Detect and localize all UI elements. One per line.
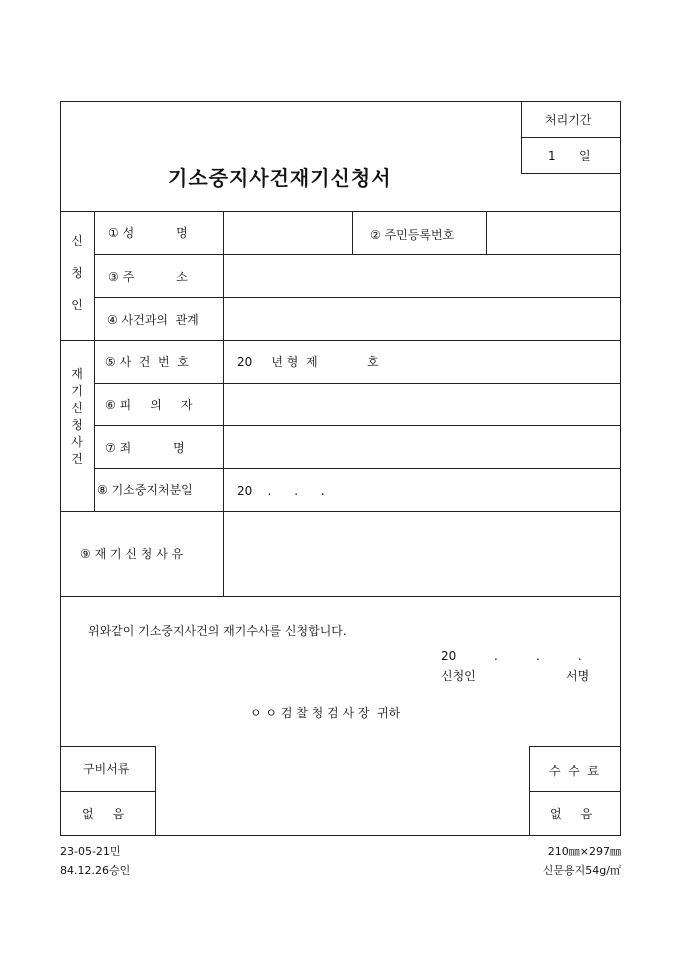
name-field[interactable]: [224, 212, 352, 254]
case-group-char: 청: [71, 418, 83, 432]
signature-label[interactable]: 서명: [566, 669, 590, 683]
case-group-char: 기: [71, 384, 83, 398]
case-number-label: ⑤ 사 건 번 호: [105, 355, 189, 369]
reason-field[interactable]: [224, 512, 620, 596]
applicant-group-char: 청: [71, 266, 83, 280]
suspension-date-value[interactable]: 20 . . .: [237, 484, 325, 498]
suspect-field[interactable]: [224, 384, 620, 425]
applicant-group-label: [68, 235, 86, 331]
attachments-value: 없 음: [82, 807, 125, 821]
relation-label: ④ 사건과의 관계: [107, 313, 199, 327]
addressee: ㅇ ㅇ 검 찰 청 검 사 장 귀하: [250, 706, 401, 720]
suspect-label: ⑥ 피 의 자: [105, 398, 193, 412]
approval-date: 84.12.26승인: [60, 864, 131, 877]
fee-value: 없 음: [550, 807, 593, 821]
case-group-char: 재: [71, 367, 83, 381]
processing-period-number: 1: [548, 149, 556, 163]
crime-field[interactable]: [224, 426, 620, 468]
crime-label: ⑦ 죄 명: [105, 441, 185, 455]
suspension-date-label: ⑧ 기소중지처분일: [97, 483, 193, 497]
processing-period-label: 처리기간: [545, 113, 592, 127]
relation-field[interactable]: [224, 298, 620, 340]
address-label: ③ 주 소: [108, 270, 188, 284]
paper-type: 신문용지54g/㎡: [542, 864, 621, 877]
paper-size: 210㎜×297㎜: [547, 845, 621, 858]
rrn-label: ② 주민등록번호: [370, 228, 455, 242]
date-dots[interactable]: . . .: [494, 649, 582, 663]
border-top: [60, 101, 621, 102]
applicant-sign-label: 신청인: [441, 669, 476, 683]
address-field[interactable]: [224, 255, 620, 297]
form-title: 기소중지사건재기신청서: [168, 166, 392, 190]
border-bottom: [60, 835, 621, 836]
applicant-group-char: 신: [71, 234, 83, 248]
date-year[interactable]: 20: [441, 649, 457, 663]
attachments-label: 구비서류: [83, 762, 130, 776]
case-group-char: 건: [71, 452, 83, 466]
case-number-value[interactable]: 20 년 형 제 호: [237, 355, 379, 369]
case-group-label: [68, 368, 86, 470]
fee-label: 수 수 료: [549, 764, 600, 778]
rrn-field[interactable]: [487, 212, 620, 254]
case-group-char: 사: [71, 435, 83, 449]
form-number: 23-05-21민: [60, 845, 121, 858]
name-label: ① 성 명: [108, 226, 188, 240]
reason-label: ⑨ 재 기 신 청 사 유: [80, 547, 184, 561]
declaration-text: 위와같이 기소중지사건의 재기수사를 신청합니다.: [88, 624, 347, 638]
applicant-group-char: 인: [71, 298, 83, 312]
processing-period-unit: 일: [579, 149, 591, 163]
case-group-char: 신: [71, 401, 83, 415]
